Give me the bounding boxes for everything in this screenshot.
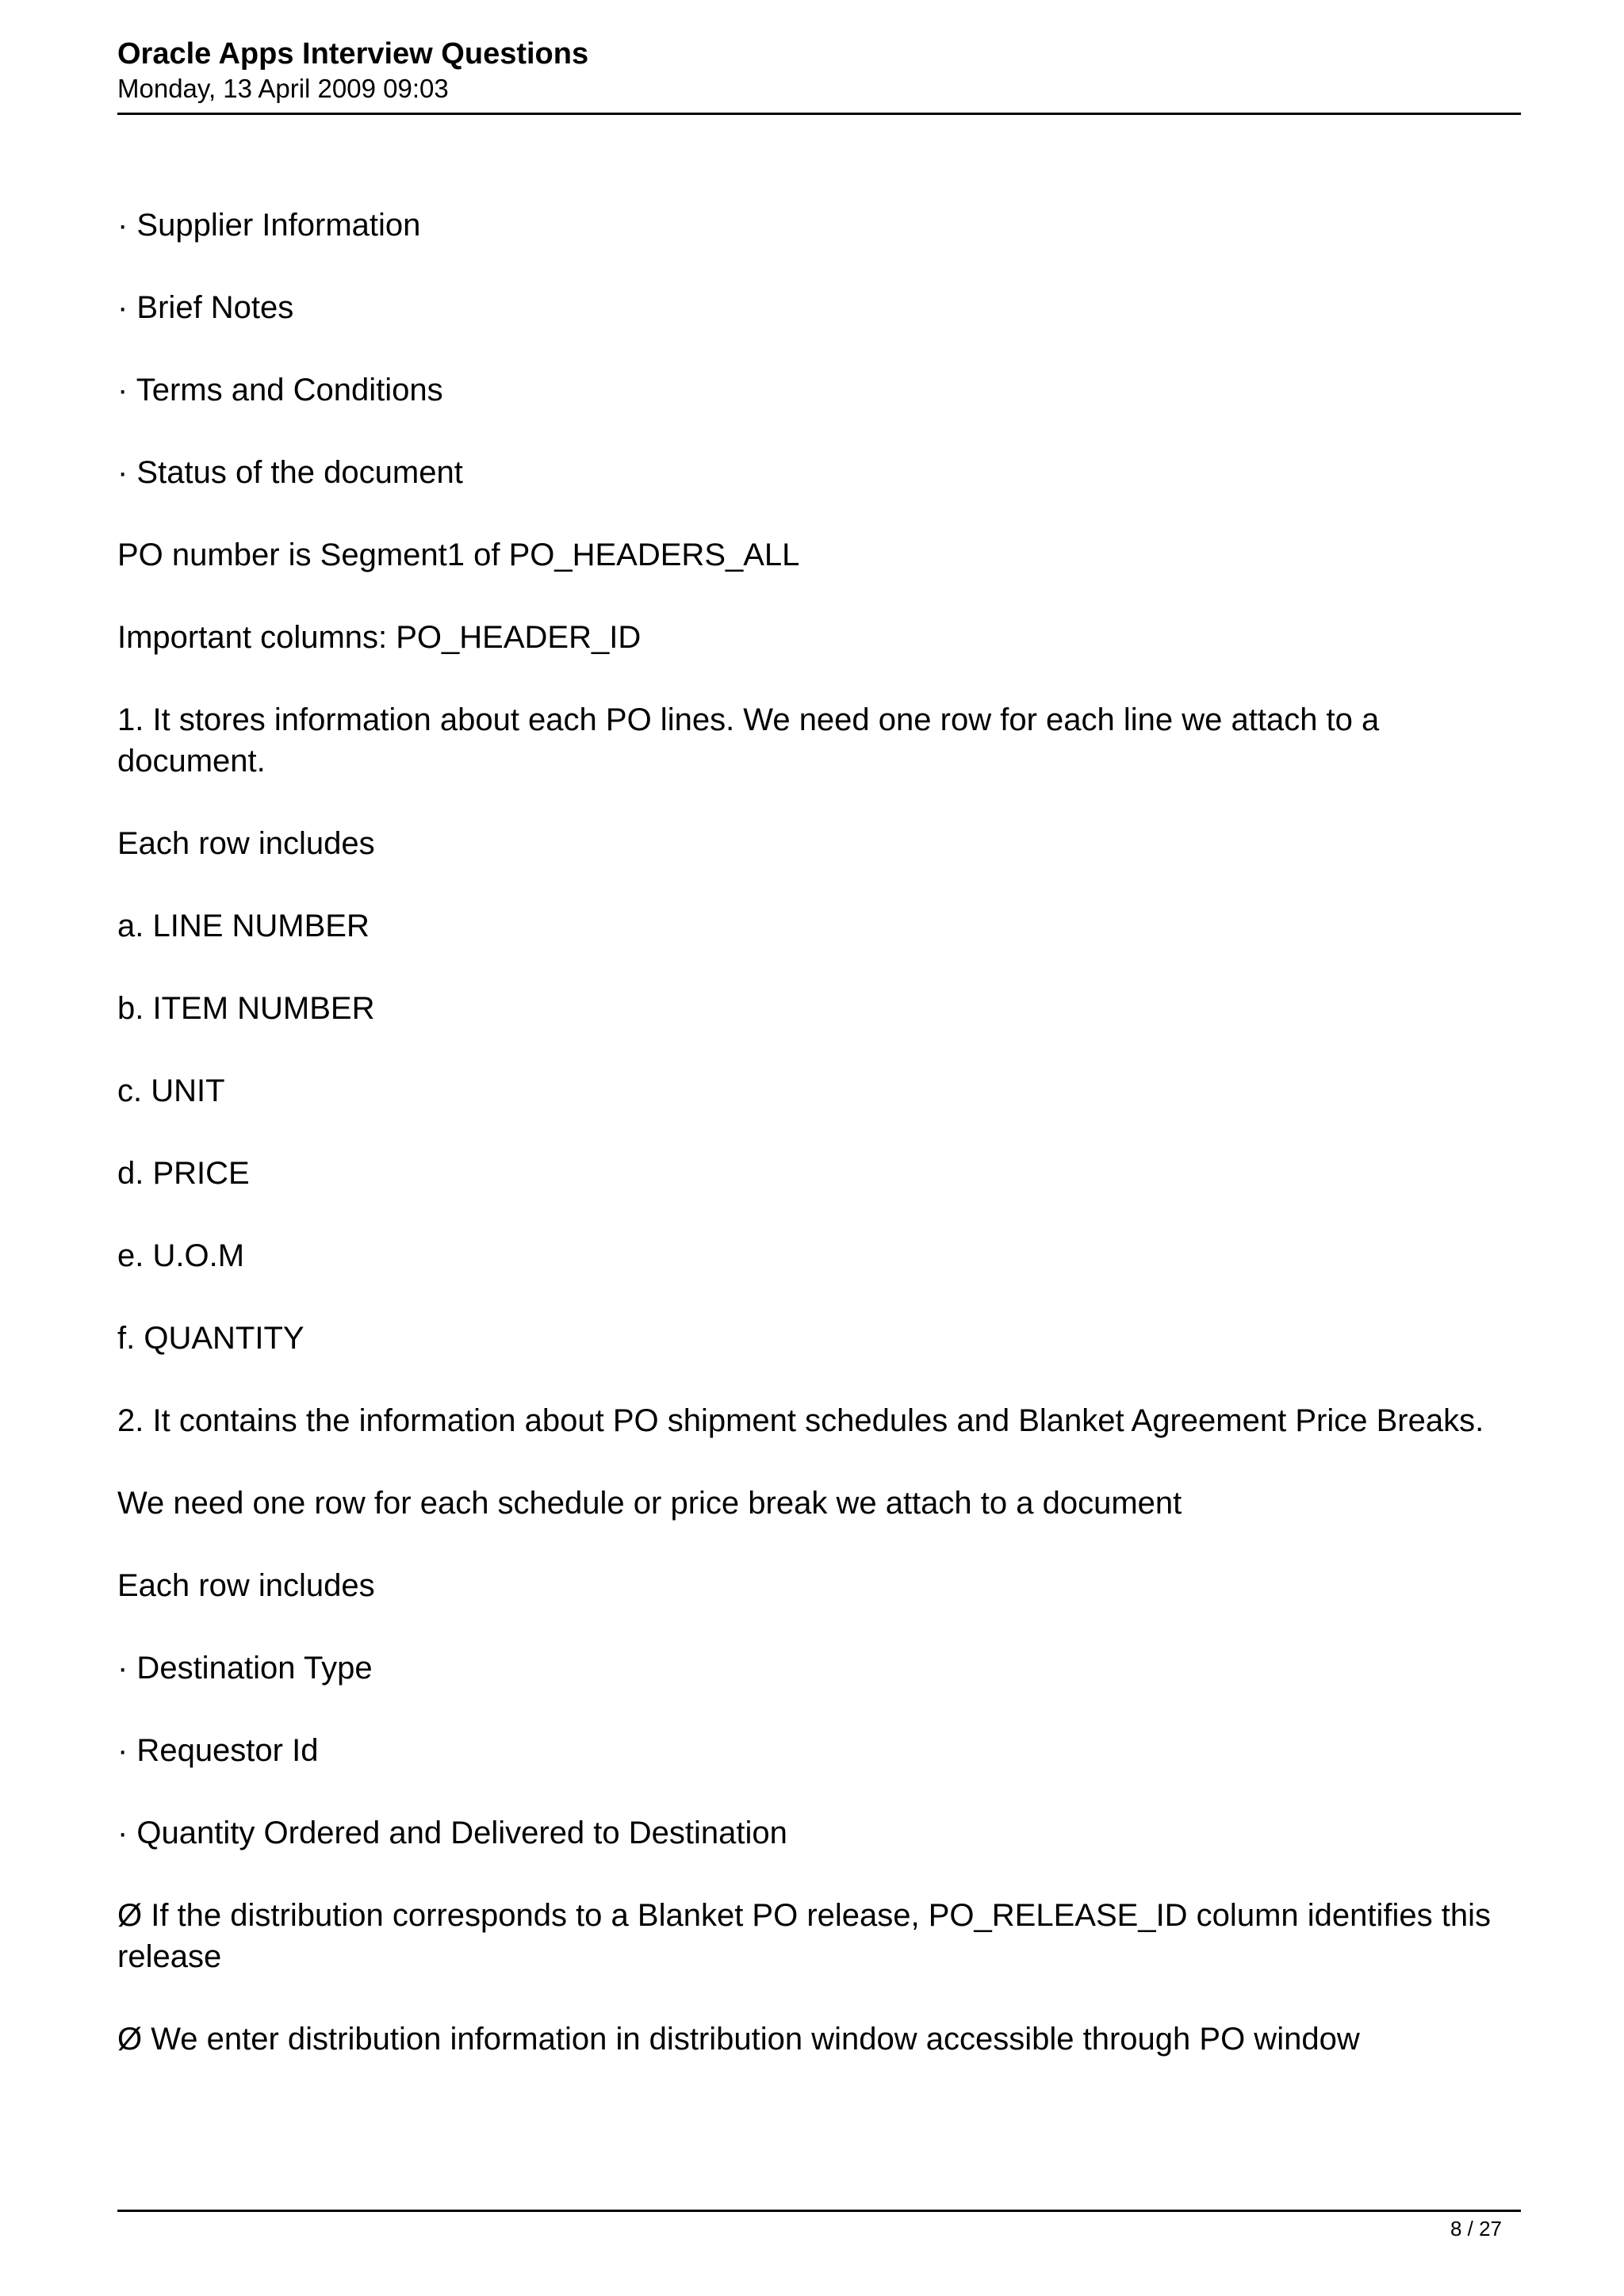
bullet-requestor-id: · Requestor Id [117,1733,319,1768]
each-row-includes-label: Each row includes [117,1568,375,1603]
document-date: Monday, 13 April 2009 09:03 [117,74,449,103]
bullet-status-of-document: · Status of the document [117,455,463,490]
bullet-terms-and-conditions: · Terms and Conditions [117,373,443,408]
schedule-row-paragraph: We need one row for each schedule or price break we attach to a document [117,1486,1182,1521]
header-divider [117,113,1521,115]
list-item-uom: e. U.O.M [117,1238,245,1273]
footer-divider [117,2210,1521,2212]
list-item-quantity: f. QUANTITY [117,1321,304,1356]
po-number-paragraph: PO number is Segment1 of PO_HEADERS_ALL [117,538,800,572]
shipment-schedules-paragraph: 2. It contains the information about PO shipment schedules and Blanket Agreement Price Breaks. [117,1403,1484,1438]
document-body [117,205,1521,2060]
page-number: 8 / 27 [1450,2217,1502,2241]
bullet-brief-notes: · Brief Notes [117,290,294,325]
distribution-window-paragraph: Ø We enter distribution information in distribution window accessible through PO window [117,2022,1360,2057]
each-row-includes-label: Each row includes [117,826,375,861]
bullet-supplier-information: · Supplier Information [117,208,421,243]
list-item-line-number: a. LINE NUMBER [117,909,370,943]
bullet-quantity-ordered: · Quantity Ordered and Delivered to Destination [117,1816,787,1850]
list-item-item-number: b. ITEM NUMBER [117,991,375,1026]
page-header [117,35,1521,105]
important-columns-paragraph: Important columns: PO_HEADER_ID [117,620,642,655]
po-lines-paragraph: 1. It stores information about each PO lines. We need one row for each line we attach to a document. [117,702,1380,779]
list-item-price: d. PRICE [117,1156,250,1191]
bullet-destination-type: · Destination Type [117,1651,373,1686]
list-item-unit: c. UNIT [117,1073,225,1108]
blanket-release-paragraph: Ø If the distribution corresponds to a Blanket PO release, PO_RELEASE_ID column identifies this release [117,1898,1491,1974]
document-title: Oracle Apps Interview Questions [117,37,589,71]
